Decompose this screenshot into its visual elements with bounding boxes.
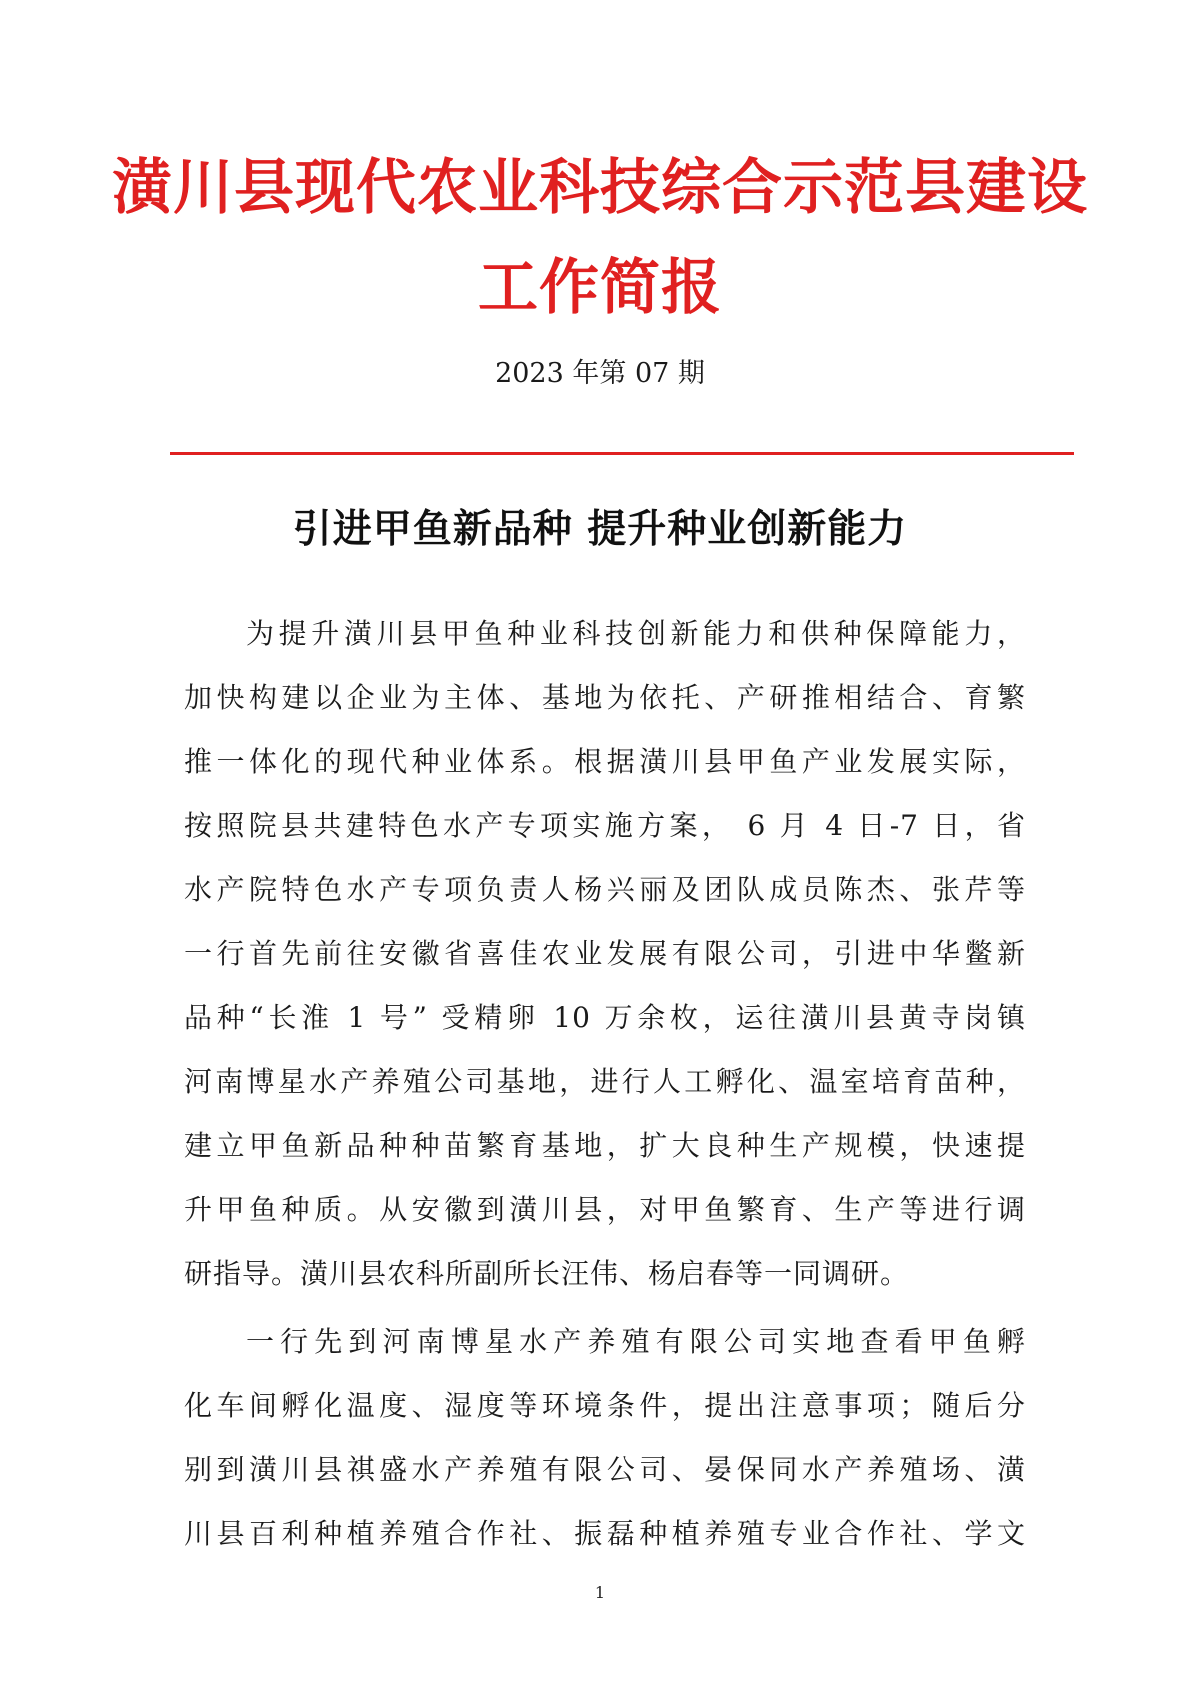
paragraph-line: 推一体化的现代种业体系。根据潢川县甲鱼产业发展实际， (184, 745, 1026, 778)
paragraph-line: 川县百利种植养殖合作社、振磊种植养殖专业合作社、学文 (184, 1517, 1026, 1550)
paragraph-line: 加快构建以企业为主体、基地为依托、产研推相结合、育繁 (184, 681, 1026, 714)
article-title: 引进甲鱼新品种 提升种业创新能力 (292, 506, 908, 552)
paragraph-line: 研指导。潢川县农科所副所长汪伟、杨启春等一同调研。 (184, 1257, 910, 1290)
paragraph-line: 一行先到河南博星水产养殖有限公司实地查看甲鱼孵 (246, 1325, 1026, 1358)
paragraph-2 (184, 1310, 1026, 1566)
paragraph-line: 按照院县共建特色水产专项实施方案， 6 月 4 日-7 日，省 (184, 809, 1026, 842)
issue-number: 2023 年第 07 期 (495, 358, 705, 389)
paragraph-line: 化车间孵化温度、湿度等环境条件，提出注意事项；随后分 (184, 1389, 1026, 1422)
paragraph-line: 河南博星水产养殖公司基地，进行人工孵化、温室培育苗种， (184, 1065, 1026, 1098)
paragraph-line: 水产院特色水产专项负责人杨兴丽及团队成员陈杰、张芹等 (184, 873, 1026, 906)
paragraph-1 (184, 602, 1026, 1306)
masthead-title-line-1: 潢川县现代农业科技综合示范县建设 (112, 153, 1088, 223)
red-divider-rule (170, 452, 1074, 455)
masthead-title-line-2: 工作简报 (478, 253, 722, 323)
paragraph-line: 升甲鱼种质。从安徽到潢川县，对甲鱼繁育、生产等进行调 (184, 1193, 1026, 1226)
paragraph-line: 别到潢川县祺盛水产养殖有限公司、晏保同水产养殖场、潢 (184, 1453, 1026, 1486)
paragraph-line: 品种“长淮 1 号” 受精卵 10 万余枚，运往潢川县黄寺岗镇 (184, 1001, 1026, 1034)
paragraph-line: 为提升潢川县甲鱼种业科技创新能力和供种保障能力， (246, 617, 1026, 650)
paragraph-line: 建立甲鱼新品种种苗繁育基地，扩大良种生产规模，快速提 (184, 1129, 1026, 1162)
paragraph-line: 一行首先前往安徽省喜佳农业发展有限公司，引进中华鳖新 (184, 937, 1026, 970)
page-number: 1 (594, 1583, 606, 1602)
